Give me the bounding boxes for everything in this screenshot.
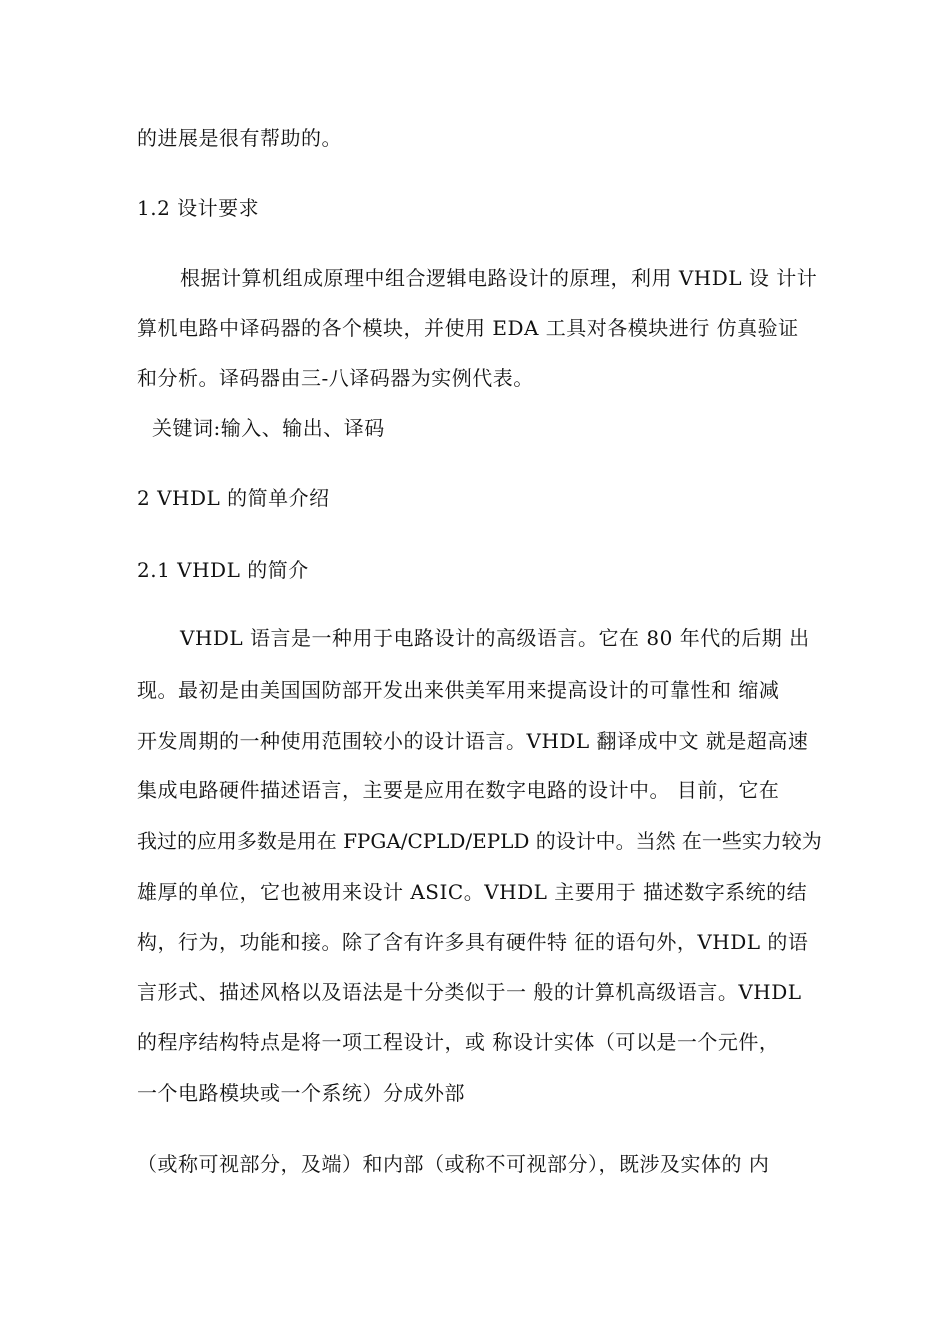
continuation-line: （或称可视部分，及端）和内部（或称不可视部分），既涉及实体的 内	[137, 1152, 770, 1176]
section-1-2-heading: 1.2 设计要求	[137, 196, 260, 220]
section-2-1-paragraph-line: 雄厚的单位，它也被用来设计 ASIC。VHDL 主要用于 描述数字系统的结	[137, 880, 808, 904]
section-1-2-paragraph-line: 算机电路中译码器的各个模块，并使用 EDA 工具对各模块进行 仿真验证	[137, 316, 799, 340]
section-2-1-heading: 2.1 VHDL 的简介	[137, 558, 309, 582]
section-1-2-paragraph-line: 和分析。译码器由三-八译码器为实例代表。	[137, 366, 534, 390]
section-2-1-paragraph-line: 构，行为，功能和接。除了含有许多具有硬件特 征的语句外，VHDL 的语	[137, 930, 809, 954]
section-1-2-paragraph-line: 根据计算机组成原理中组合逻辑电路设计的原理，利用 VHDL 设 计计	[180, 266, 818, 290]
section-2-1-paragraph-line: 的程序结构特点是将一项工程设计，或 称设计实体（可以是一个元件，	[137, 1030, 780, 1054]
section-2-1-paragraph-line: VHDL 语言是一种用于电路设计的高级语言。它在 80 年代的后期 出	[180, 626, 810, 650]
section-2-heading: 2 VHDL 的简单介绍	[137, 486, 330, 510]
section-2-1-paragraph-line: 我过的应用多数是用在 FPGA/CPLD/EPLD 的设计中。当然 在一些实力较为	[137, 829, 822, 853]
section-2-1-paragraph-line: 开发周期的一种使用范围较小的设计语言。VHDL 翻译成中文 就是超高速	[137, 729, 809, 753]
section-2-1-paragraph-line: 一个电路模块或一个系统）分成外部	[137, 1081, 465, 1105]
section-2-1-paragraph-line: 现。最初是由美国国防部开发出来供美军用来提高设计的可靠性和 缩减	[137, 678, 780, 702]
section-2-1-paragraph-line: 集成电路硬件描述语言，主要是应用在数字电路的设计中。 目前，它在	[137, 778, 780, 802]
section-2-1-paragraph-line: 言形式、描述风格以及语法是十分类似于一 般的计算机高级语言。VHDL	[137, 980, 802, 1004]
intro-tail-text: 的进展是很有帮助的。	[137, 126, 342, 150]
keywords-line: 关键词:输入、输出、译码	[152, 416, 385, 440]
